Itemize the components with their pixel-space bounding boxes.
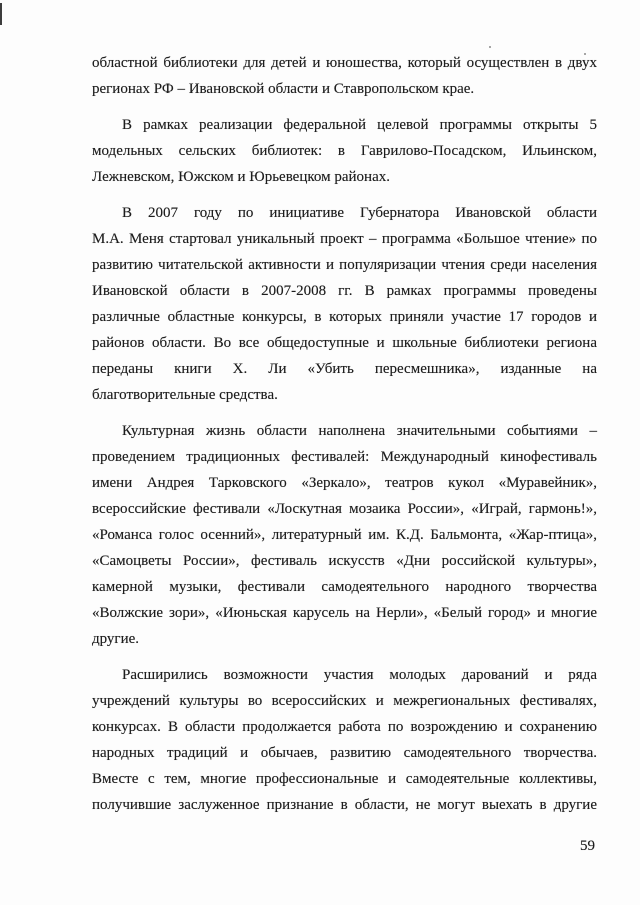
text-line: регионах РФ – Ивановской области и Ставропольском крае. [92,81,475,97]
text-line: Культурная жизнь области наполнена значительными событиями – [122,423,597,439]
paragraph [92,50,597,102]
text-line: народных традиций и обычаев, развитию самодеятельного творчества. [92,745,597,761]
text-line: Лежневском, Южском и Юрьевецком районах. [92,169,390,185]
text-line: «Волжские зори», «Июньская карусель на Нерли», «Белый город» и многие [92,605,597,621]
text-line: развитию читательской активности и популяризации чтения среди населения [92,257,597,273]
text-line: конкурсах. В области продолжается работа по возрождению и сохранению [92,719,597,735]
page-number: 59 [580,838,595,854]
text-line: другие. [92,631,140,647]
text-line: переданы книги Х. Ли «Убить пересмешника», изданные на [92,361,597,377]
text-line: В рамках реализации федеральной целевой программы открыты 5 [122,117,597,133]
text-line: Расширились возможности участия молодых дарований и ряда [122,667,597,683]
text-line: учреждений культуры во всероссийских и межрегиональных фестивалях, [92,693,597,709]
paragraph [92,418,597,652]
paragraph [92,662,597,818]
scan-artifact-dot [489,46,491,48]
text-line: благотворительные средства. [92,387,278,403]
text-line: областной библиотеки для детей и юношества, который осуществлен в двух [92,55,597,71]
text-line: Ивановской области в 2007-2008 гг. В рамках программы проведены [92,283,597,299]
text-line: В 2007 году по инициативе Губернатора Ивановской области [122,205,597,221]
text-line: всероссийские фестивали «Лоскутная мозаика России», «Играй, гармонь!», [92,501,597,517]
text-line: районов области. Во все общедоступные и школьные библиотеки региона [92,335,597,351]
text-line: «Романса голос осенний», литературный им. К.Д. Бальмонта, «Жар-птица», [92,527,597,543]
text-line: модельных сельских библиотек: в Гаврилово-Посадском, Ильинском, [92,143,597,159]
text-line: камерной музыки, фестивали самодеятельного народного творчества [92,579,597,595]
text-line: «Самоцветы России», фестиваль искусств «Дни российской культуры», [92,553,597,569]
text-line: получившие заслуженное признание в области, не могут выехать в другие [92,797,597,813]
text-line: М.А. Меня стартовал уникальный проект – программа «Большое чтение» по [92,231,597,247]
text-line: Вместе с тем, многие профессиональные и самодеятельные коллективы, [92,771,597,787]
text-line: проведением традиционных фестивалей: Международный кинофестиваль [92,449,597,465]
text-content [92,50,597,828]
paragraph [92,112,597,190]
scan-edge-mark [0,3,2,25]
text-line: различные областные конкурсы, в которых приняли участие 17 городов и [92,309,597,325]
text-line: имени Андрея Тарковского «Зеркало», театров кукол «Муравейник», [92,475,597,491]
paragraph [92,200,597,408]
